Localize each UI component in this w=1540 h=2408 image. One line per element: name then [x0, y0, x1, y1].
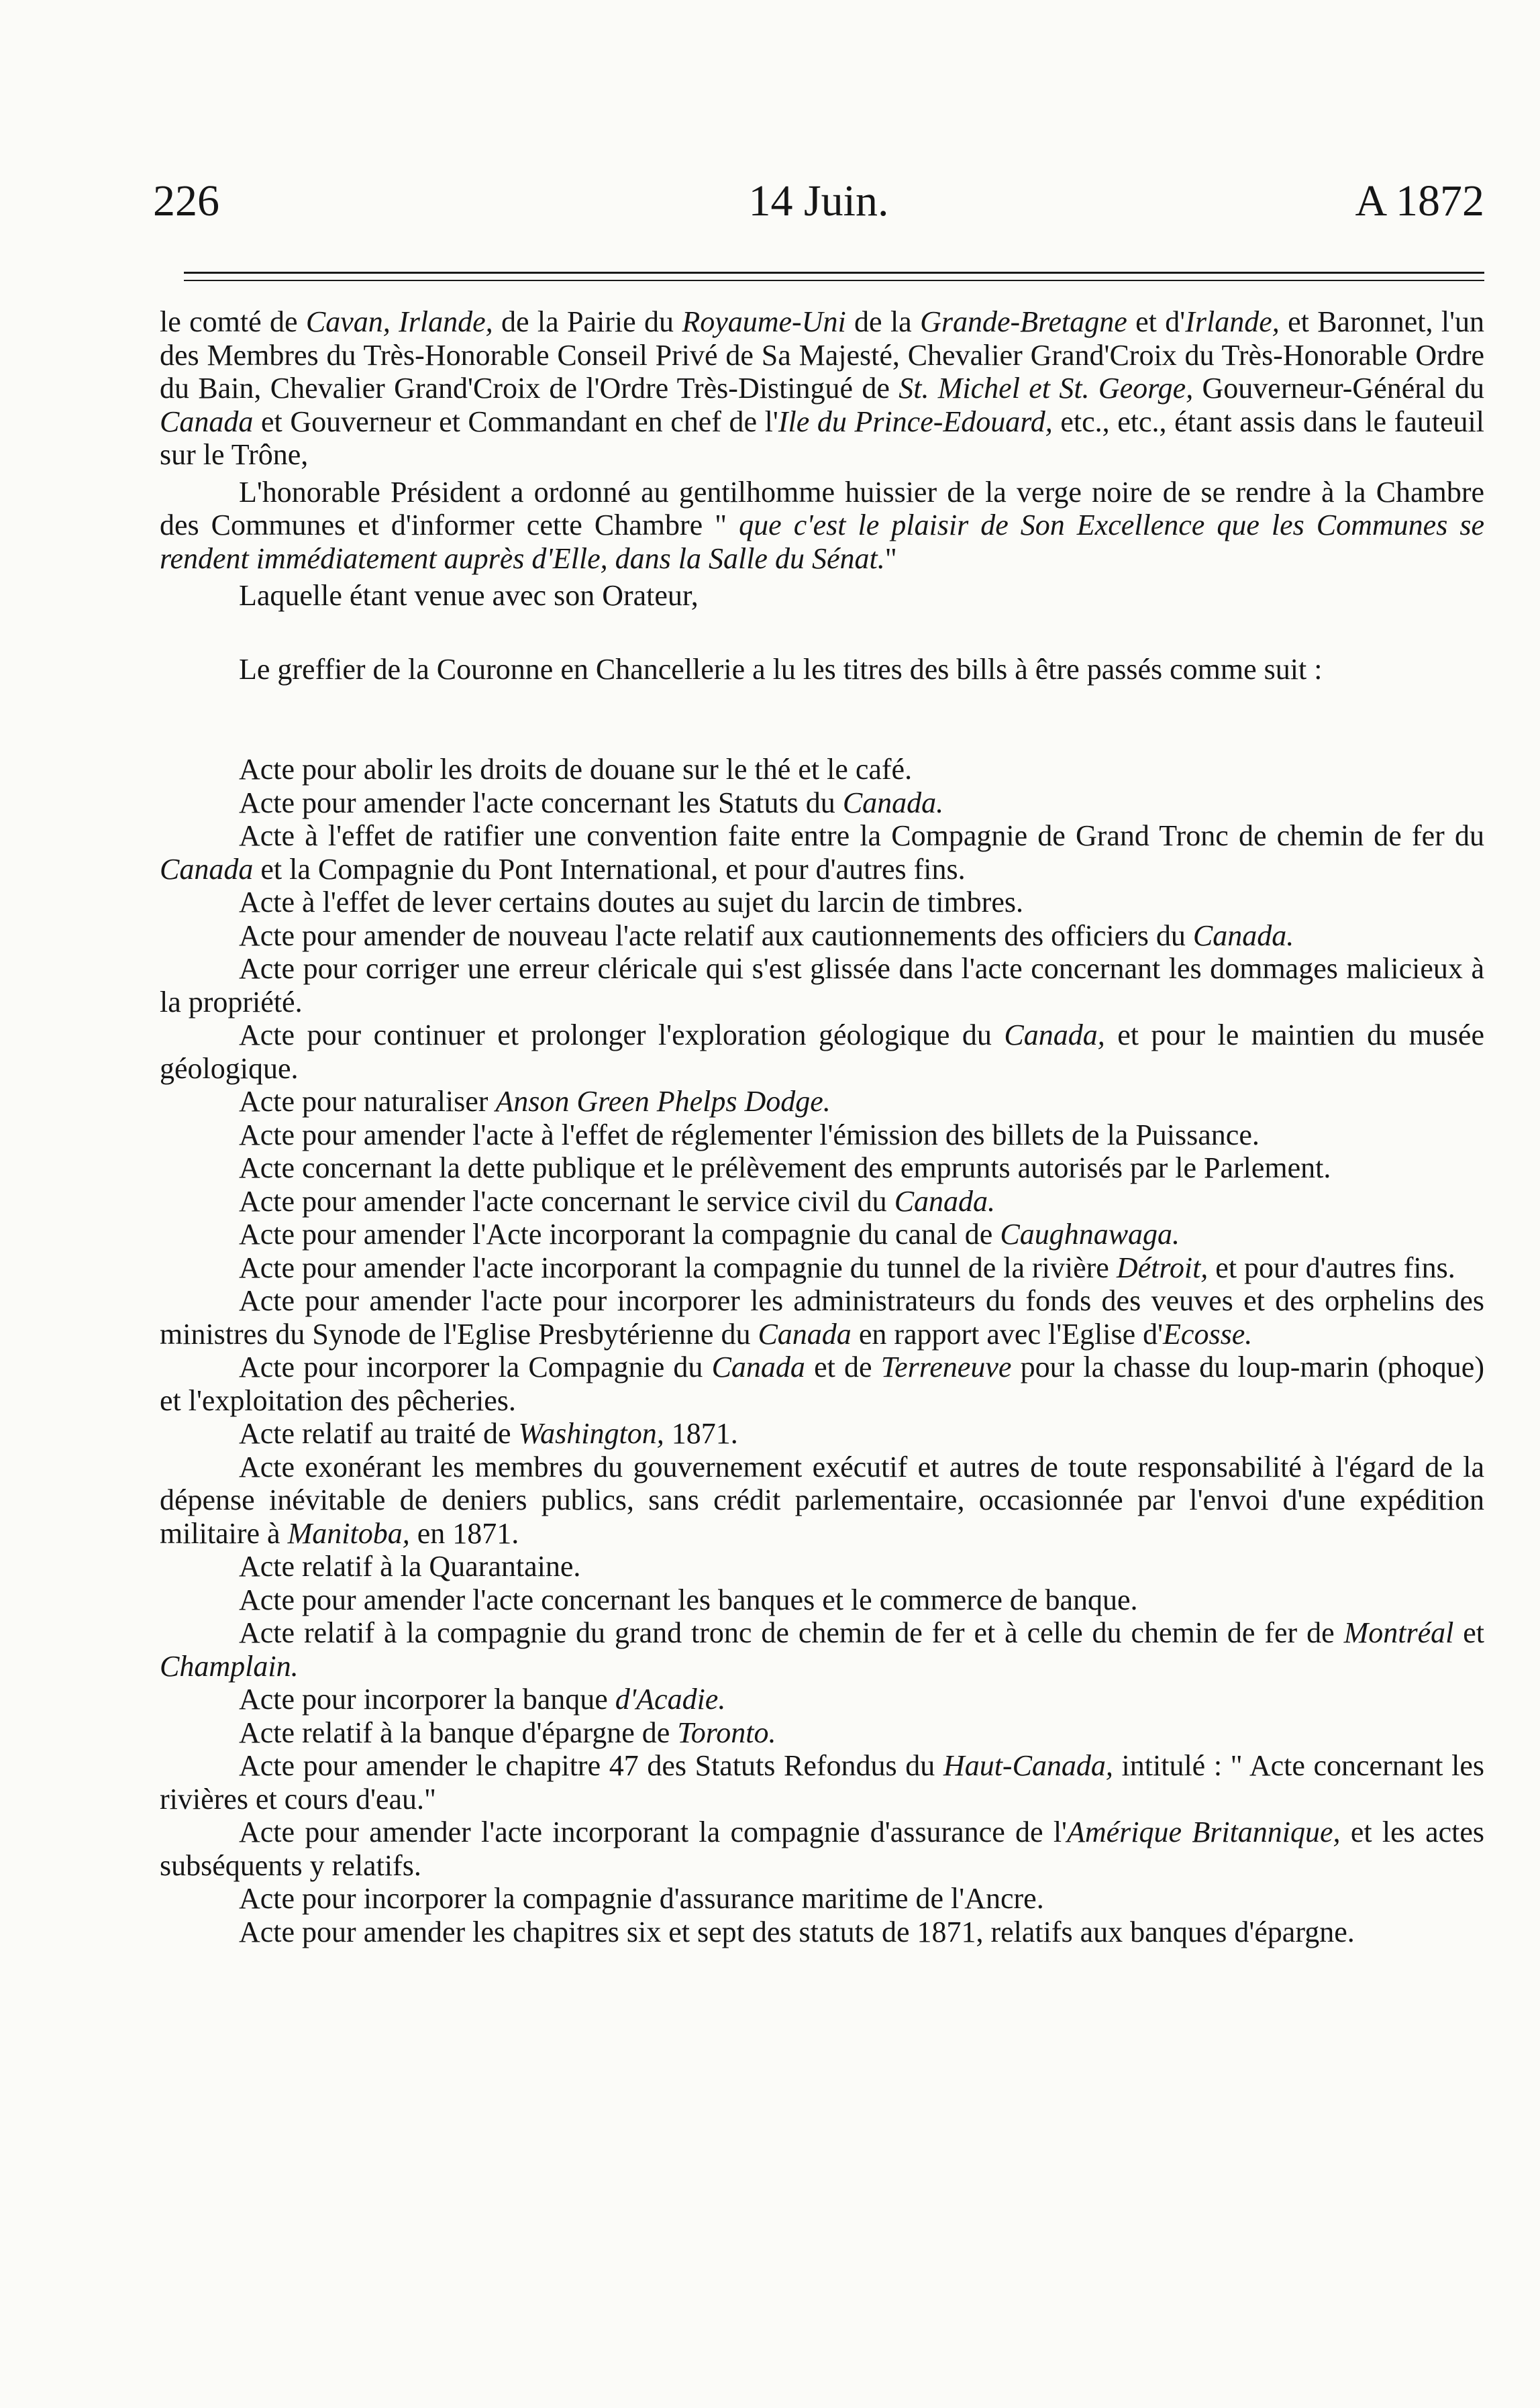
text-segment: en 1871. — [409, 1516, 519, 1550]
text-segment: Amérique Britannique, — [1067, 1816, 1341, 1848]
list-item — [160, 819, 1484, 886]
text-segment: de la Pairie du — [493, 305, 682, 338]
text-segment: en rapport avec l'Eglise d' — [851, 1317, 1164, 1351]
text-segment: Acte pour incorporer la banque — [239, 1683, 615, 1716]
text-segment: Washington, — [518, 1417, 664, 1450]
list-item — [160, 1616, 1484, 1683]
header-date: 14 Juin. — [748, 176, 889, 225]
text-segment: Canada. — [894, 1184, 996, 1218]
list-item — [160, 1749, 1484, 1816]
text-segment: et de — [805, 1351, 881, 1383]
list-item: Acte pour amender l'acte concernant les banques et le commerce de banque. — [239, 1583, 1138, 1616]
text-segment: Acte pour amender l'acte concernant les Statuts du — [239, 786, 843, 819]
text-segment: Détroit, — [1116, 1251, 1209, 1284]
list-item — [160, 1185, 1484, 1218]
list-item — [160, 1451, 1484, 1551]
header-rule-thin — [184, 280, 1484, 281]
text-segment: Acte à l'effet de ratifier une convention faite entre la Compagnie de Grand Tronc de chemin de fer du — [239, 819, 1484, 852]
text-segment: intitulé : " Acte concernant les rivières et cours d'eau." — [160, 1749, 1484, 1816]
text-segment: Gouverneur-Général du — [1193, 372, 1484, 405]
text-segment: Manitoba, — [287, 1516, 410, 1550]
text-segment: et Gouverneur et Commandant en chef de l' — [253, 405, 778, 438]
list-item — [160, 1351, 1484, 1417]
list-item — [160, 1251, 1484, 1285]
text-segment: Acte pour amender l'acte incorporant la compagnie du tunnel de la rivière — [239, 1251, 1117, 1284]
text-segment: Acte relatif à la banque d'épargne de — [239, 1716, 678, 1749]
text-segment: etc., etc., étant assis dans le fauteuil sur le Trône, — [160, 405, 1484, 471]
text-segment: Terreneuve — [880, 1351, 1012, 1383]
text-segment: Haut-Canada, — [943, 1749, 1113, 1782]
text-segment: Caughnawaga. — [1000, 1218, 1180, 1251]
text-segment: Acte relatif au traité de — [239, 1417, 519, 1450]
list-item: Acte pour abolir les droits de douane sur le thé et le café. — [239, 753, 913, 786]
text-segment: Acte pour amender l'acte concernant le service civil du — [239, 1184, 894, 1218]
list-item — [160, 1816, 1484, 1882]
text-segment: 1871. — [664, 1417, 738, 1450]
text-segment: Montréal — [1343, 1616, 1454, 1649]
text-segment: Canada, — [1004, 1018, 1105, 1051]
list-item: Acte pour amender les chapitres six et sept des statuts de 1871, relatifs aux banques d'épargne. — [239, 1915, 1355, 1948]
text-segment: Acte exonérant les membres du gouvernement exécutif et autres de toute responsabilité à l'égard de la dépense inévitable de deniers publics, sans crédit parlementaire, occasionnée par l'envoi d'une expédition militaire à — [160, 1450, 1484, 1550]
list-item: Acte à l'effet de lever certains doutes au sujet du larcin de timbres. — [239, 886, 1023, 919]
text-segment: et — [1453, 1616, 1485, 1649]
list-item: Acte pour amender l'acte à l'effet de réglementer l'émission des billets de la Puissance. — [239, 1118, 1260, 1151]
text-segment: et pour d'autres fins. — [1208, 1251, 1455, 1284]
list-item: Acte pour incorporer la compagnie d'assurance maritime de l'Ancre. — [239, 1882, 1044, 1915]
intro-paragraph — [160, 305, 1484, 472]
text-segment: Canada — [160, 852, 254, 886]
text-segment: et d' — [1127, 305, 1186, 338]
list-item — [160, 1284, 1484, 1351]
text-segment: Canada — [758, 1317, 852, 1351]
text-segment: Canada. — [1192, 919, 1294, 952]
text-segment: Acte pour naturaliser — [239, 1085, 496, 1118]
text-segment: Acte pour amender l'Acte incorporant la compagnie du canal de — [239, 1218, 1000, 1251]
text-segment: que c'est le plaisir de Son Excellence que les Communes se rendent immédiatement auprès d'Elle, dans la Salle du Sénat. — [160, 509, 1484, 575]
text-segment: Acte relatif à la compagnie du grand tronc de chemin de fer et à celle du chemin de fer de — [239, 1616, 1344, 1649]
text-segment: Toronto. — [677, 1716, 776, 1749]
text-segment: Acte pour incorporer la Compagnie du — [239, 1351, 712, 1383]
text-segment: Anson Green Phelps Dodge. — [495, 1085, 831, 1118]
text-segment: " — [884, 541, 897, 575]
list-item — [160, 1218, 1484, 1251]
text-segment: Acte pour amender l'acte incorporant la compagnie d'assurance de l' — [239, 1816, 1067, 1848]
text-segment: St. Michel et St. George, — [899, 372, 1194, 405]
text-segment: et la Compagnie du Pont International, et pour d'autres fins. — [253, 852, 966, 886]
text-segment: Canada. — [842, 786, 944, 819]
list-item: Acte concernant la dette publique et le prélèvement des emprunts autorisés par le Parlement. — [239, 1151, 1331, 1184]
list-item: Acte pour corriger une erreur cléricale qui s'est glissée dans l'acte concernant les dommages malicieux à la propriété. — [160, 952, 1484, 1018]
text-segment: le comté de — [160, 305, 306, 338]
text-segment: L'honorable Président a ordonné au gentilhomme huissier de la verge noire de se rendre à la Chambre des Communes et d'informer cette Chambre " — [160, 475, 1484, 541]
text-segment: Ecosse. — [1163, 1317, 1253, 1351]
text-segment: et les actes subséquents y relatifs. — [160, 1816, 1485, 1882]
greffier-paragraph: Le greffier de la Couronne en Chancellerie a lu les titres des bills à être passés comme suit : — [239, 652, 1323, 686]
text-segment: Canada — [711, 1351, 805, 1383]
list-item — [160, 1417, 1484, 1451]
text-segment: Irlande, — [1185, 305, 1280, 338]
list-item: Acte relatif à la Quarantaine. — [239, 1550, 581, 1583]
text-segment: Canada — [160, 405, 254, 438]
text-segment: Ile du Prince-Edouard, — [778, 405, 1053, 438]
text-segment: Royaume-Uni — [682, 305, 846, 338]
list-item — [160, 1085, 1484, 1118]
page-number: 226 — [153, 176, 219, 225]
text-segment: Champlain. — [160, 1649, 299, 1683]
list-item — [160, 786, 1484, 820]
running-header — [153, 171, 1484, 231]
body-text — [160, 305, 1484, 1948]
president-paragraph — [160, 476, 1484, 576]
list-item — [160, 1683, 1484, 1716]
header-year: A 1872 — [1355, 176, 1484, 225]
text-segment: Acte pour amender de nouveau l'acte relatif aux cautionnements des officiers du — [239, 919, 1193, 952]
list-item — [160, 919, 1484, 953]
text-segment: Acte pour amender l'acte pour incorporer les administrateurs du fonds des veuves et des orphelins des ministres du Synode de l'Eglise Presbytérienne du — [160, 1284, 1484, 1351]
list-item — [160, 1018, 1484, 1085]
text-segment: de la — [845, 305, 921, 338]
text-segment: Cavan, Irlande, — [305, 305, 493, 338]
text-segment: Acte pour continuer et prolonger l'exploration géologique du — [239, 1018, 1005, 1051]
list-item — [160, 1716, 1484, 1750]
acts-list — [160, 753, 1484, 1948]
text-segment: Acte pour amender le chapitre 47 des Statuts Refondus du — [239, 1749, 943, 1782]
orateur-paragraph: Laquelle étant venue avec son Orateur, — [239, 579, 699, 612]
text-segment: d'Acadie. — [615, 1683, 726, 1716]
text-segment: pour la chasse du loup-marin (phoque) et l'exploitation des pêcheries. — [160, 1351, 1484, 1417]
text-segment: Grande-Bretagne — [920, 305, 1127, 338]
header-rule-thick — [184, 272, 1484, 274]
text-segment: et pour le maintien du musée géologique. — [160, 1018, 1484, 1085]
text-segment: et Baronnet, l'un des Membres du Très-Honorable Conseil Privé de Sa Majesté, Chevalier Grand'Croix du Très-Honorable Ordre du Bain, Chevalier Grand'Croix de l'Ordre Très-Distingué de — [160, 305, 1484, 405]
